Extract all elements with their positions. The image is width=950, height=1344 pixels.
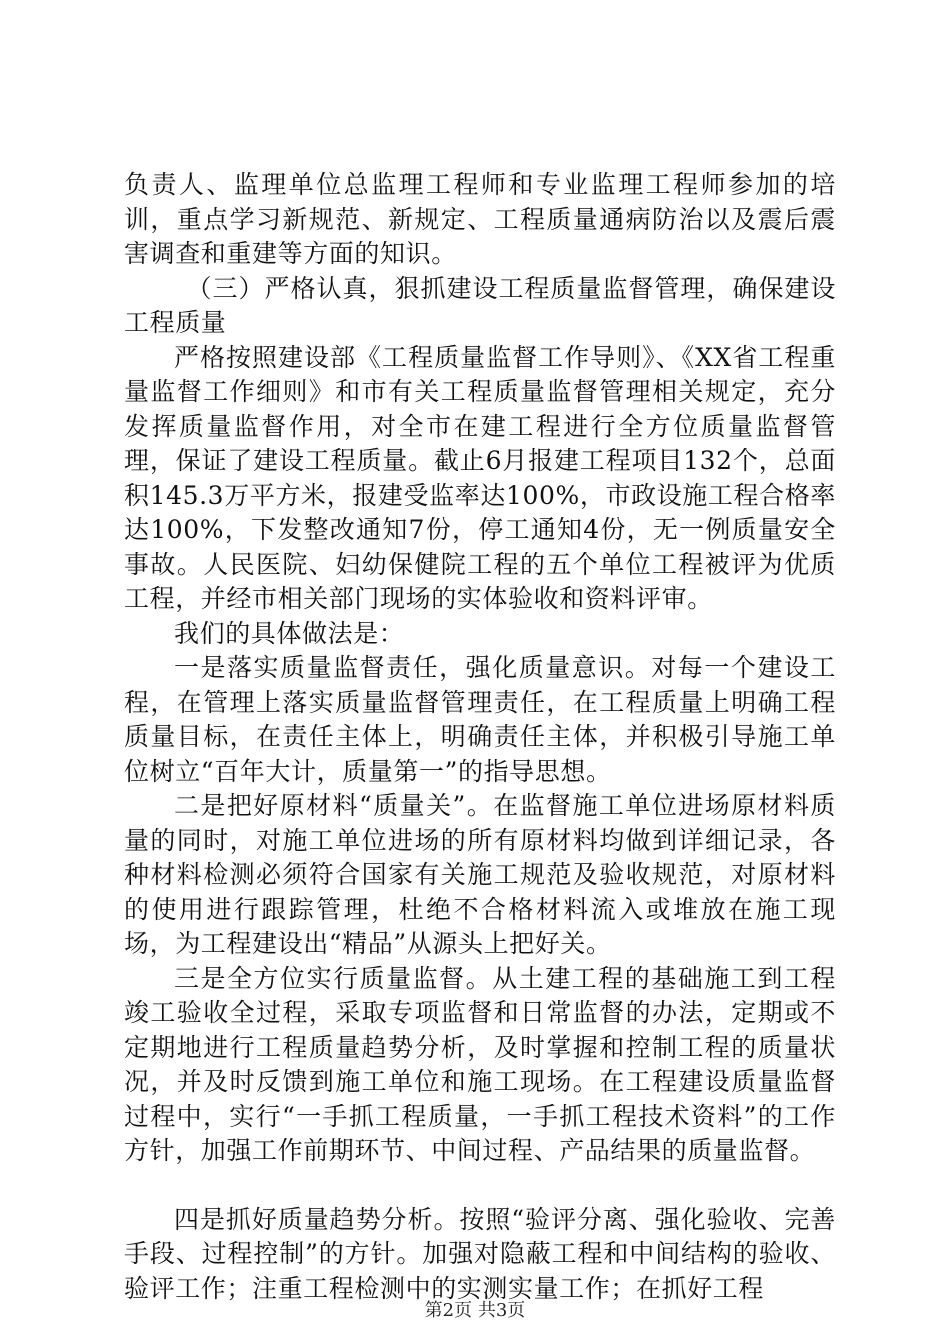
section-heading-3: （三）严格认真，狠抓建设工程质量监督管理，确保建设工程质量 xyxy=(124,273,836,337)
document-body xyxy=(124,168,836,1306)
paragraph-point-3: 三是全方位实行质量监督。从土建工程的基础施工到工程竣工验收全过程，采取专项监督和日常监督的办法，定期或不定期地进行工程质量趋势分析，及时掌握和控制工程的质量状况，并及时反馈到施工单位和施工现场。在工程建设质量监督过程中，实行“一手抓工程质量，一手抓工程技术资料”的工作方针，加强工作前期环节、中间过程、产品结果的质量监督。 xyxy=(124,963,836,1165)
paragraph-spacer xyxy=(124,1169,836,1203)
paragraph-point-1: 一是落实质量监督责任，强化质量意识。对每一个建设工程，在管理上落实质量监督管理责任，在工程质量上明确工程质量目标，在责任主体上，明确责任主体，并积极引导施工单位树立“百年大计，质量第一”的指导思想。 xyxy=(124,653,836,786)
paragraph-point-2: 二是把好原材料“质量关”。在监督施工单位进场原材料质量的同时，对施工单位进场的所有原材料均做到详细记录，各种材料检测必须符合国家有关施工规范及验收规范，对原材料的使用进行跟踪管理，杜绝不合格材料流入或堆放在施工现场，为工程建设出“精品”从源头上把好关。 xyxy=(124,791,836,958)
paragraph-continuation: 负责人、监理单位总监理工程师和专业监理工程师参加的培训，重点学习新规范、新规定、工程质量通病防治以及震后震害调查和重建等方面的知识。 xyxy=(124,170,836,268)
page-number-footer: 第2页 共3页 xyxy=(424,1300,526,1321)
paragraph-practices-intro: 我们的具体做法是： xyxy=(174,618,405,648)
paragraph-regulations: 严格按照建设部《工程质量监督工作导则》、《XX省工程重量监督工作细则》和市有关工程质量监督管理相关规定，充分发挥质量监督作用，对全市在建工程进行全方位质量监督管理，保证了建设工程质量。截止6月报建工程项目132个，总面积145.3万平方米，报建受监率达100%，市政设施工程合格率达100%，下发整改通知7份，停工通知4份，无一例质量安全事故。人民医院、妇幼保健院工程的五个单位工程被评为优质工程，并经市相关部门现场的实体验收和资料评审。 xyxy=(124,342,836,613)
paragraph-point-4: 四是抓好质量趋势分析。按照“验评分离、强化验收、完善手段、过程控制”的方针。加强对隐蔽工程和中间结构的验收、验评工作；注重工程检测中的实测实量工作；在抓好工程 xyxy=(124,1204,836,1303)
